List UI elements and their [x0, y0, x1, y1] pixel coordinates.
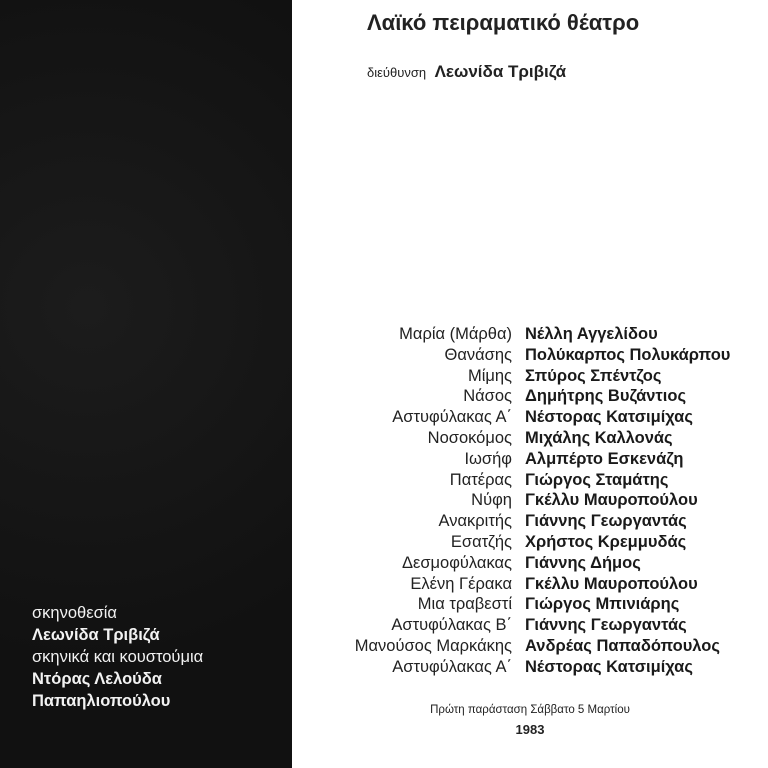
cast-row	[292, 345, 768, 366]
cast-role: Αστυφύλακας Α΄	[392, 657, 512, 676]
cast-actor: Νέστορας Κατσιμίχας	[525, 408, 693, 427]
production-credits	[32, 602, 203, 712]
cast-row	[292, 657, 768, 678]
left-black-panel	[0, 0, 292, 768]
cast-role: Μαρία (Μάρθα)	[399, 325, 512, 343]
cast-actor: Νέστορας Κατσιμίχας	[525, 657, 693, 676]
cast-row	[292, 594, 768, 615]
cast-actor: Γιάννης Δήμος	[525, 553, 641, 572]
cast-role: Μίμης	[467, 366, 512, 385]
cast-role: Αστυφύλακας Β΄	[391, 616, 512, 635]
right-content-panel	[292, 0, 768, 768]
cast-role: Ανακριτής	[438, 512, 512, 531]
credit-line: Ντόρας Λελούδα	[32, 670, 162, 688]
cast-actor: Γκέλλυ Μαυροπούλου	[525, 491, 698, 510]
cast-row	[292, 470, 768, 491]
credit-line: Παπαηλιοπούλου	[32, 692, 171, 710]
cast-role: Εσατζής	[450, 532, 512, 551]
cast-role: Νάσος	[463, 387, 512, 406]
cast-actor: Γιάννης Γεωργαντάς	[525, 512, 687, 531]
cast-row	[292, 532, 768, 553]
cast-row	[292, 386, 768, 407]
cast-role: Μανούσος Μαρκάκης	[354, 636, 512, 655]
cast-role: Νύφη	[471, 491, 512, 510]
premiere-year: 1983	[515, 722, 545, 737]
premiere-date: Πρώτη παράσταση Σάββατο 5 Μαρτίου	[430, 704, 630, 716]
cast-row	[292, 615, 768, 636]
cast-actor: Γιώργος Μπινιάρης	[525, 595, 680, 614]
cast-row	[292, 636, 768, 657]
cast-actor: Μιχάλης Καλλονάς	[525, 428, 673, 447]
cast-row	[292, 428, 768, 449]
cast-row	[292, 574, 768, 595]
cast-row	[292, 366, 768, 387]
theatre-title: Λαϊκό πειραματικό θέατρο	[367, 10, 640, 35]
cast-role: Ελένη Γέρακα	[410, 574, 512, 593]
cast-row	[292, 449, 768, 470]
cast-actor: Δημήτρης Βυζάντιος	[525, 387, 687, 406]
cast-role: Δεσμοφύλακας	[401, 553, 512, 572]
cast-actor: Αλμπέρτο Εσκενάζη	[525, 449, 684, 468]
cast-role: Αστυφύλακας Α΄	[392, 408, 512, 427]
cast-row	[292, 553, 768, 574]
direction-label: διεύθυνση	[367, 65, 427, 80]
cast-actor: Πολύκαρπος Πολυκάρπου	[525, 345, 731, 364]
cast-role: Ιωσήφ	[464, 449, 512, 468]
cast-actor: Σπύρος Σπέντζος	[525, 366, 662, 385]
cast-role: Θανάσης	[444, 345, 512, 364]
cast-role: Νοσοκόμος	[427, 428, 512, 447]
cast-actor: Γκέλλυ Μαυροπούλου	[525, 574, 698, 593]
cast-actor: Ανδρέας Παπαδόπουλος	[525, 636, 720, 655]
credit-line: Λεωνίδα Τριβιζά	[32, 626, 160, 644]
cast-actor: Γιάννης Γεωργαντάς	[525, 616, 687, 635]
direction-line	[367, 62, 566, 82]
credit-line: σκηνικά και κουστούμια	[32, 648, 204, 666]
cast-row	[292, 324, 768, 345]
cast-role: Μια τραβεστί	[417, 595, 512, 614]
cast-actor: Γιώργος Σταμάτης	[525, 470, 669, 489]
cast-role: Πατέρας	[449, 470, 512, 489]
director-name: Λεωνίδα Τριβιζά	[434, 62, 567, 81]
cast-actor: Χρήστος Κρεμμυδάς	[525, 532, 687, 551]
cast-row	[292, 511, 768, 532]
credit-line: σκηνοθεσία	[32, 604, 117, 622]
cast-actor: Νέλλη Αγγελίδου	[525, 325, 658, 343]
cast-row	[292, 490, 768, 511]
cast-list	[292, 324, 768, 678]
cast-row	[292, 407, 768, 428]
